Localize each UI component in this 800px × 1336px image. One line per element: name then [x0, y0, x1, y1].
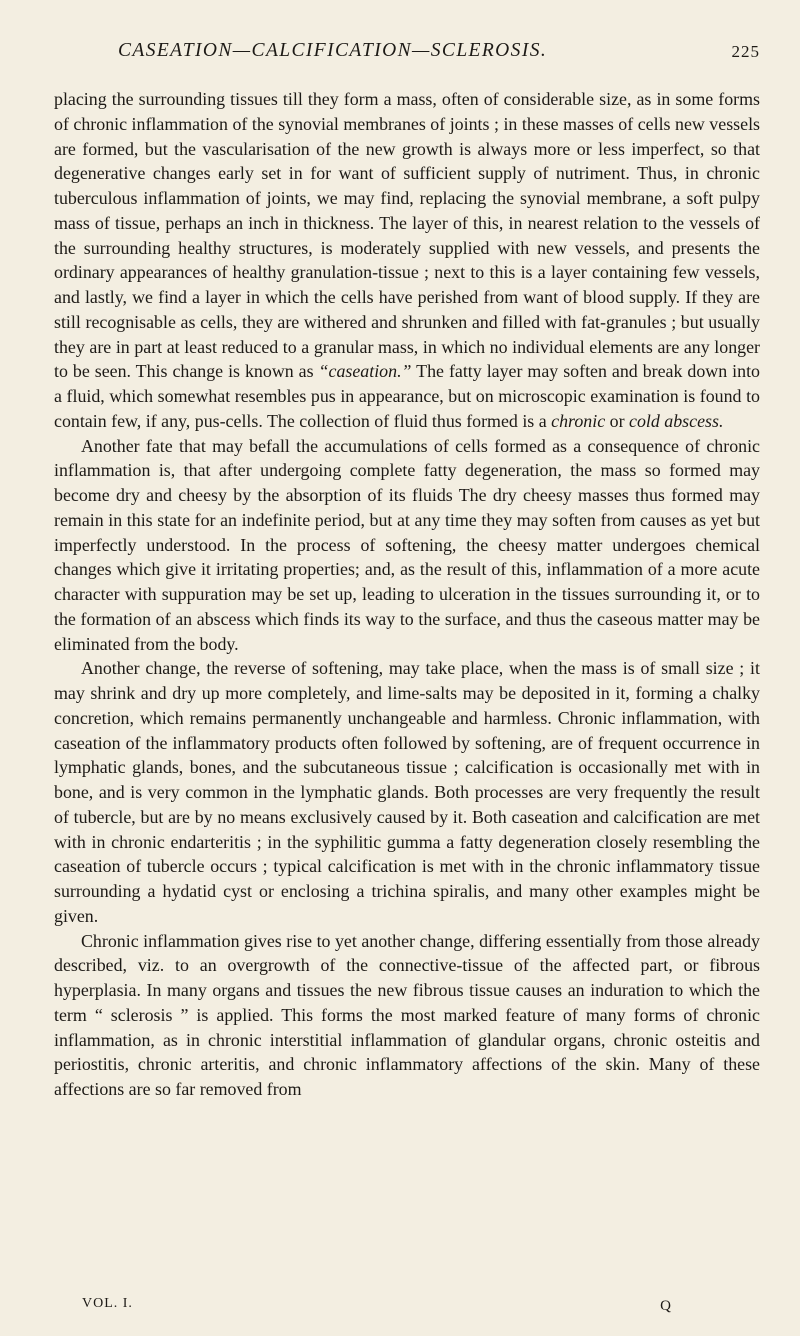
running-title: CASEATION—CALCIFICATION—SCLEROSIS.	[118, 40, 548, 61]
paragraph-3: Another change, the reverse of softening, may take place, when the mass is of small size ; it may shrink and dry up more completely, and lime-salts may be deposited in it, forming a chalky concretion, which remains permanently unchangeable and harmless. Chronic inflammation, with caseation of the inflammatory products often followed by softening, are of frequent occurrence in lymphatic glands, bones, and the subcutaneous tissue ; calcification is occasionally met with in bone, and is very common in the lymphatic glands. Both processes are very frequently the result of tubercle, but are by no means exclusively caused by it. Both caseation and calcification are met with in chronic endarteritis ; in the syphilitic gumma a fatty degeneration closely resembling the caseation of tubercle occurs ; typical calcification is met with in the chronic inflammatory tissue surrounding a hydatid cyst or enclosing a trichina spiralis, and many other examples might be given.	[54, 658, 760, 926]
term-cold-abscess: cold abscess.	[629, 410, 724, 431]
paragraph-2: Another fate that may befall the accumulations of cells formed as a consequence of chronic inflammation is, that after undergoing complete fatty degeneration, the mass so formed may become dry and cheesy by the absorption of its fluids The dry cheesy masses thus formed may remain in this state for an indefinite period, but at any time they may soften from causes as yet but imperfectly understood. In the process of softening, the cheesy matter undergoes chemical changes which give it irritating properties; and, as the result of this, inflammation of a more acute character with suppuration may be set up, leading to ulceration in the tissues surrounding it, or to the formation of an abscess which finds its way to the surface, and thus the caseous matter may be eliminated from the body.	[54, 435, 760, 654]
volume-signature: VOL. I.	[82, 1296, 133, 1311]
term-chronic: chronic	[551, 410, 606, 431]
page-footer	[82, 1296, 682, 1320]
running-head	[118, 40, 760, 70]
signature-mark: Q	[660, 1298, 672, 1314]
page-number: 225	[731, 42, 760, 61]
body-text	[54, 87, 760, 1102]
paragraph-1-text-a: placing the surrounding tissues till they form a mass, often of considerable size, as in some forms of chronic inflammation of the synovial membranes of joints ; in these masses of cells new vessels are formed, but the vascularisation of the new growth is always more or less imperfect, so that degenerative changes early set in for want of sufficient supply of nutriment. Thus, in chronic tuberculous inflammation of joints, we may find, replacing the synovial membrane, a soft pulpy mass of tissue, perhaps an inch in thickness. The layer of this, in nearest relation to the vessels of the surrounding healthy structures, is moderately supplied with new vessels, and presents the ordinary appearances of healthy granulation-tissue ; next to this is a layer containing few vessels, and lastly, we find a layer in which the cells have perished from want of blood supply. If they are still recognisable as cells, they are withered and shrunken and filled with fat-granules ; but usually they are in part at least reduced to a granular mass, in which no individual elements are any longer to be seen. This change is known as	[54, 89, 760, 382]
paragraph-1-or: or	[605, 410, 630, 431]
paragraph-1	[54, 87, 760, 434]
paragraph-1-text-b: The fatty layer may soften and break down into a fluid, which somewhat resembles pus in appearance, but on microscopic examination is found to contain few, if any, pus-cells. The collection of fluid thus formed is a	[54, 361, 760, 431]
term-caseation: “caseation.”	[318, 361, 412, 382]
paragraph-4: Chronic inflammation gives rise to yet another change, differing essentially from those already described, viz. to an overgrowth of the connective-tissue of the affected part, or fibrous hyperplasia. In many organs and tissues the new fibrous tissue causes an induration to which the term “ sclerosis ” is applied. This forms the most marked feature of many forms of chronic inflammation, as in chronic interstitial inflammation of glandular organs, chronic osteitis and periostitis, chronic arteritis, and chronic inflammatory affections of the skin. Many of these affections are so far removed from	[54, 930, 760, 1099]
